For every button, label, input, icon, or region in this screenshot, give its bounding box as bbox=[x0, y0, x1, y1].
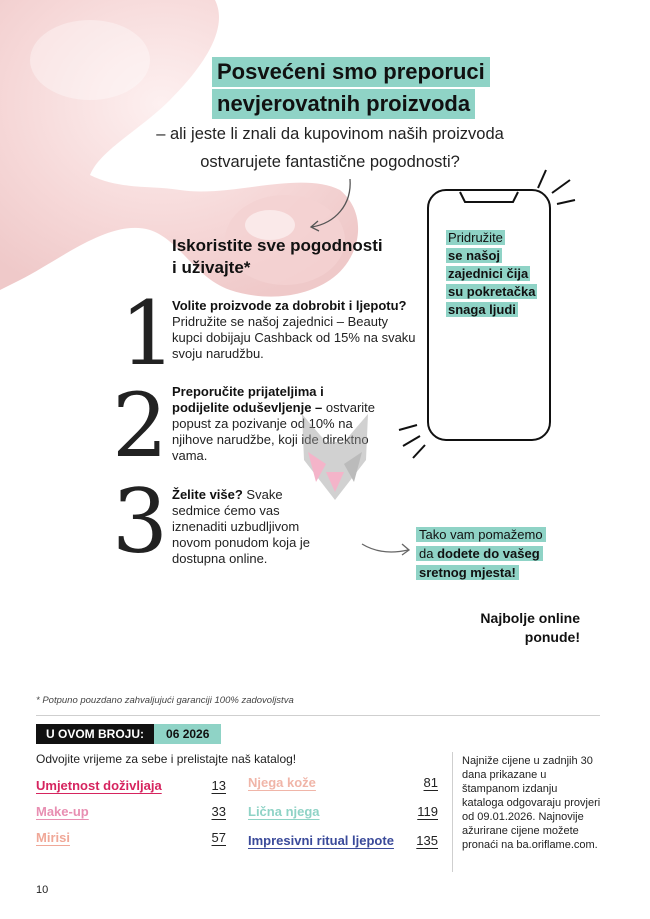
step-3-number: 3 bbox=[112, 470, 168, 573]
toc-link-njega-koze[interactable]: Njega kože bbox=[248, 775, 316, 790]
phone-line-5: snaga ljudi bbox=[448, 302, 516, 317]
divider bbox=[36, 715, 600, 716]
issue-number: 06 2026 bbox=[154, 724, 221, 744]
toc-page-makeup[interactable]: 33 bbox=[211, 804, 226, 819]
step-2-bold: Preporučite prijateljima i podijelite oduševljenje – bbox=[172, 384, 324, 415]
step-2-body: ostvarite popust za pozivanje od 10% na njihove narudžbe, koji ide direktno vama. bbox=[172, 400, 376, 463]
issue-label: U OVOM BROJU: bbox=[36, 724, 154, 744]
step-2-number: 2 bbox=[112, 374, 168, 477]
benefits-heading-line-2: i uživajte* bbox=[172, 258, 251, 277]
step-1-text bbox=[172, 298, 422, 362]
toc-page-licna-njega[interactable]: 119 bbox=[417, 804, 438, 819]
subtitle-line-2: ostvarujete fantastične pogodnosti? bbox=[200, 153, 460, 171]
online-offers-text bbox=[470, 609, 580, 647]
toc-link-umjetnost[interactable]: Umjetnost doživljaja bbox=[36, 778, 162, 793]
help-line-2-bold: dodete do vašeg bbox=[437, 546, 540, 561]
benefits-heading bbox=[172, 235, 383, 279]
phone-screen-text bbox=[446, 229, 546, 319]
toc-link-makeup[interactable]: Make-up bbox=[36, 804, 89, 819]
catalog-intro: Odvojite vrijeme za sebe i prelistajte naš katalog! bbox=[36, 752, 297, 766]
phone-line-4: su pokretačka bbox=[448, 284, 536, 299]
toc-page-umjetnost[interactable]: 13 bbox=[211, 778, 226, 793]
page-number: 10 bbox=[36, 884, 49, 896]
page-title bbox=[212, 57, 490, 121]
phone-line-1: Pridružite bbox=[448, 230, 503, 245]
footnote: * Potpuno pouzdano zahvaljujući garanciji 100% zadovoljstva bbox=[36, 695, 294, 706]
benefits-heading-line-1: Iskoristite sve pogodnosti bbox=[172, 236, 383, 255]
subtitle-line-1: – ali jeste li znali da kupovinom naših proizvoda bbox=[156, 125, 504, 143]
help-text bbox=[416, 525, 556, 582]
online-offers-line-2: ponude! bbox=[524, 629, 580, 645]
title-line-1: Posvećeni smo preporuci bbox=[212, 57, 490, 87]
vertical-divider bbox=[452, 752, 453, 872]
help-line-3: sretnog mjesta! bbox=[419, 565, 516, 580]
help-line-1: Tako vam pomažemo bbox=[416, 527, 546, 542]
step-1-body: Pridružite se našoj zajednici – Beauty kupci dobijaju Cashback od 15% na svaku svoju narudžbu. bbox=[172, 314, 416, 361]
price-note: Najniže cijene u zadnjih 30 dana prikazane u štampanom izdanju kataloga odgovaraju provjeri od 09.01.2026. Najnovije ažurirane cijene možete pronaći na ba.oriflame.com. bbox=[462, 755, 601, 851]
help-line-2-plain: da bbox=[419, 546, 438, 561]
fox-watermark-icon bbox=[296, 412, 374, 502]
arrow-right-icon bbox=[360, 538, 415, 560]
step-1-bold: Volite proizvode za dobrobit i ljepotu? bbox=[172, 298, 407, 313]
issue-bar bbox=[36, 724, 221, 744]
online-offers-line-1: Najbolje online bbox=[480, 610, 580, 626]
step-1-number: 1 bbox=[120, 282, 176, 385]
toc-page-ritual[interactable]: 135 bbox=[416, 833, 438, 848]
curved-arrow-icon bbox=[300, 175, 360, 235]
step-3-bold: Želite više? bbox=[172, 487, 243, 502]
toc-page-mirisi[interactable]: 57 bbox=[211, 830, 226, 845]
title-line-2: nevjerovatnih proizvoda bbox=[212, 89, 475, 119]
toc-page-njega-koze[interactable]: 81 bbox=[423, 775, 438, 790]
toc-link-ritual[interactable]: Impresivni ritual ljepote bbox=[248, 833, 394, 848]
phone-line-3: zajednici čija bbox=[448, 266, 529, 281]
phone-line-2: se našoj bbox=[448, 248, 501, 263]
step-3-body: Svake sedmice ćemo vas iznenaditi uzbudljivom novom ponudom koja je dostupna online. bbox=[172, 487, 311, 566]
toc-link-mirisi[interactable]: Mirisi bbox=[36, 830, 70, 845]
toc-link-licna-njega[interactable]: Lična njega bbox=[248, 804, 320, 819]
